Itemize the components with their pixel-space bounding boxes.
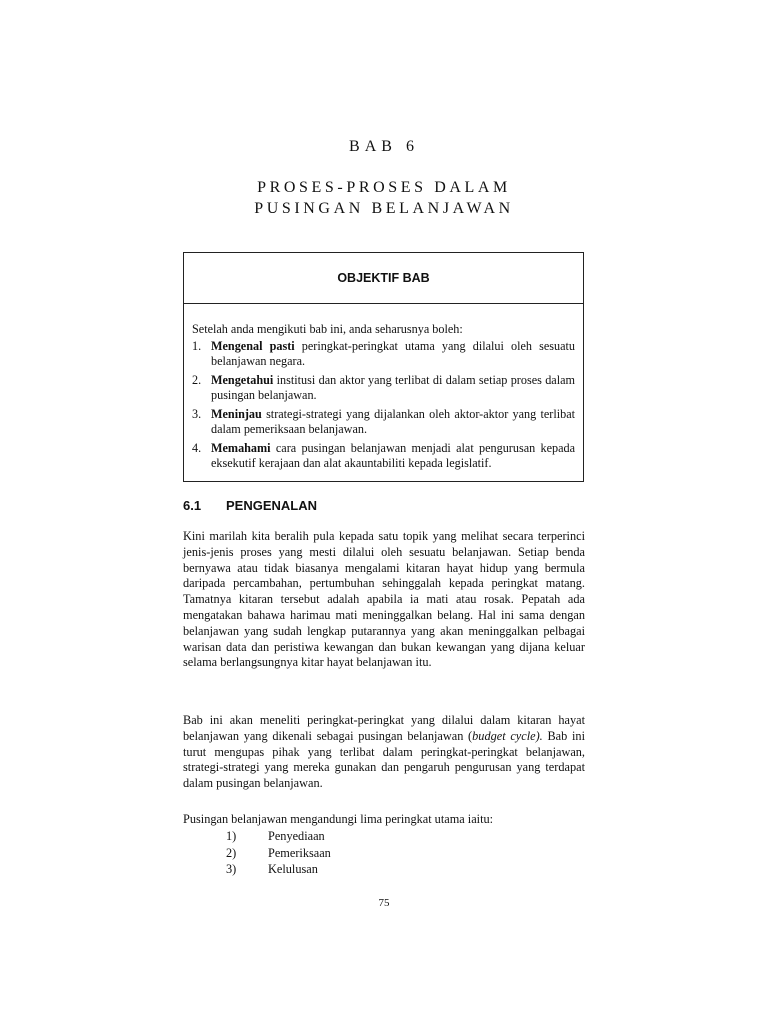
chapter-number: BAB 6 (349, 138, 419, 155)
objective-text (211, 407, 575, 438)
section-title: PENGENALAN (226, 498, 318, 513)
paragraph-2-text-before: Bab ini akan meneliti peringkat-peringkat yang dilalui dalam kitaran hayat belanjawan yang dikenali sebagai pusingan belanjawan ( (183, 713, 585, 743)
objective-text (211, 373, 575, 404)
chapter-title-line-2: PUSINGAN BELANJAWAN (254, 200, 514, 217)
objective-item (192, 441, 575, 472)
page-number: 75 (378, 897, 390, 909)
stages-intro-paragraph: Pusingan belanjawan mengandungi lima peringkat utama iaitu: (183, 812, 494, 826)
chapter-objectives-box (183, 252, 584, 482)
objectives-intro: Setelah anda mengikuti bab ini, anda seharusnya boleh: (192, 322, 463, 336)
objective-keyword: Mengetahui (211, 372, 274, 387)
budget-stage-list (226, 828, 331, 878)
objective-text (211, 339, 575, 370)
objective-keyword: Memahami (211, 440, 271, 455)
objective-description: peringkat-peringkat utama yang dilalui oleh sesuatu belanjawan negara. (211, 338, 575, 368)
intro-paragraph-2 (183, 713, 585, 792)
objective-number: 1. (192, 338, 202, 353)
objective-keyword: Meninjau (211, 406, 262, 421)
objective-text (211, 441, 575, 472)
stage-number: 1) (226, 829, 237, 843)
chapter-title-line-1: PROSES-PROSES DALAM (257, 179, 511, 196)
objectives-body (184, 304, 583, 472)
list-item (226, 828, 331, 845)
stage-number: 3) (226, 862, 237, 876)
objective-item (192, 339, 575, 370)
stage-label: Pemeriksaan (268, 845, 331, 860)
objectives-heading: OBJEKTIF BAB (184, 253, 583, 304)
objective-item (192, 373, 575, 404)
budget-cycle-term: budget cycle). (472, 728, 543, 743)
objective-number: 4. (192, 440, 202, 455)
stage-number: 2) (226, 845, 237, 860)
objective-keyword: Mengenal pasti (211, 338, 295, 353)
paragraph-2-text-after: Bab ini turut mengupas pihak yang terlibat dalam peringkat-peringkat belanjawan, strategi-strategi yang mereka gunakan dan pengaruh pengurusan yang terdapat dalam pusingan belanjawan. (183, 728, 585, 791)
section-heading (183, 498, 317, 513)
objective-description: strategi-strategi yang dijalankan oleh aktor-aktor yang terlibat dalam pemeriksaan belanjawan. (211, 406, 575, 436)
objective-description: institusi dan aktor yang terlibat di dalam setiap proses dalam pusingan belanjawan. (211, 372, 575, 402)
section-number: 6.1 (183, 498, 202, 513)
objective-number: 3. (192, 406, 202, 421)
objective-item (192, 407, 575, 438)
objective-number: 2. (192, 372, 202, 387)
list-item (226, 861, 331, 878)
stage-label: Penyediaan (268, 829, 325, 843)
stage-label: Kelulusan (268, 862, 318, 876)
list-item (226, 845, 331, 862)
objective-description: cara pusingan belanjawan menjadi alat pengurusan kepada eksekutif kerajaan dan alat akauntabiliti kepada legislatif. (211, 440, 575, 470)
intro-paragraph-1: Kini marilah kita beralih pula kepada satu topik yang melihat secara terperinci jenis-jenis proses yang mesti dilalui oleh sesuatu belanjawan. Setiap benda bernyawa atau tidak biasanya mengalami kitaran hayat hidup yang bermula daripada percambahan, pertumbuhan sehinggalah kepada peringkat matang. Tamatnya kitaran tersebut adalah apabila ia mati atau rosak. Pepatah ada mengatakan bahawa harimau mati meninggalkan belang. Hal ini sama dengan belanjawan yang sudah lengkap putarannya yang akan meninggalkan pelbagai warisan data dan peristiwa kewangan dan bukan kewangan yang dijana keluar selama berlangsungnya kitar hayat belanjawan itu. (183, 529, 585, 670)
